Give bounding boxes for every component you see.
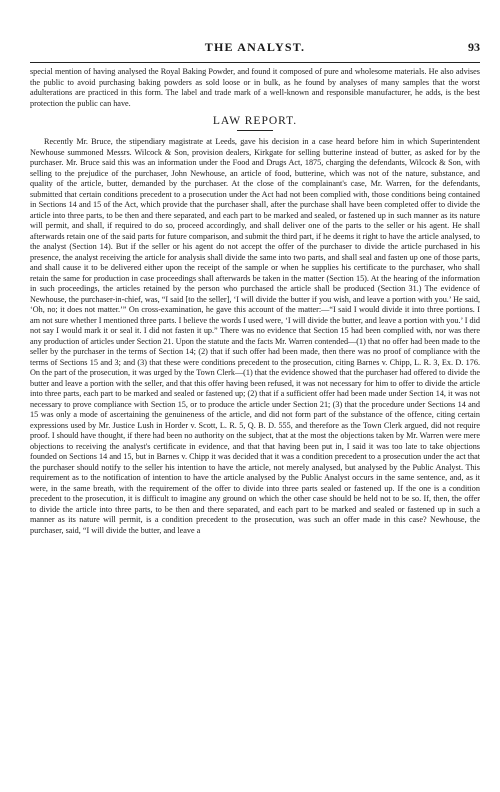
running-head (30, 40, 480, 56)
section-title: LAW REPORT. (212, 115, 298, 127)
journal-title: THE ANALYST. (204, 40, 306, 54)
page-number: 93 (468, 40, 480, 54)
intro-paragraph: special mention of having analysed the Royal Baking Powder, and found it composed of pure and wholesome materials. He also advises the public to avoid purchasing baking powders as sold loose or in bulk, as he found by analyses of many samples that the worst adulterations are practiced in this form. The label and trade mark of a well-known and responsible manufacturer, he adds, is the best protection the public can have. (30, 67, 480, 108)
section-rule (237, 130, 273, 131)
law-report-body: Recently Mr. Bruce, the stipendiary magistrate at Leeds, gave his decision in a case heard before him in which Superintendent Newhouse summoned Messrs. Wilcock & Son, provision dealers, Kirkgate for selling butterine instead of butter, as asked for by the purchaser. Mr. Bruce said this was an information under the Food and Drugs Act, 1875, charging the defendants, Wilcock & Son, with selling to the prejudice of the purchaser, John Newhouse, an article of food, butterine, which was not of the nature, substance, and quality of the article, butter, demanded by the purchaser. At the close of the complainant's case, Mr. Warren, for the defendants, submitted that certain conditions precedent to a prosecution under the Act had not been complied with, those conditions being contained in Sections 14 and 15 of the Act, which provide that the purchaser shall, after the purchase shall have been completed offer to divide the article into three parts, to be then and there separated, and each part to be marked and sealed, or fastened up in such manner as its nature will permit, and shall, if required to do so, proceed accordingly, and shall deliver one of the parts to the seller or his agent. He shall afterwards retain one of the said parts for future comparison, and submit the third part, if he deems it right to have the article analysed, to the analyst (Section 14). But if the seller or his agent do not accept the offer of the purchaser to divide the article purchased in his presence, the analyst receiving the article for analysis shall divide the same into two parts, and shall seal and fasten up one of those parts, and shall cause it to be delivered either upon the receipt of the sample or when he supplies his certificate to the purchaser, who shall retain the same for production in case proceedings shall afterwards be taken in the matter (Section 15). At the hearing of the information in such proceedings, the articles retained by the person who purchased the article shall be produced (Section 31.) The evidence of Newhouse, the purchaser-in-chief, was, “I said [to the seller], ‘I will divide the butter if you wish, and leave a portion with you.’ He said, ‘Oh, no; it does not matter.’” On cross-examination, he gave this account of the matter:—“I said I would divide it into three portions. I am not sure whether I mentioned three parts. I believe the words I used were, ‘I will divide the butter, and leave a portion with you.’ I did not say I would mark it or seal it. I did not fasten it up.” There was no evidence that Section 15 had been complied with, nor was there any production of articles under Section 21. Upon the statute and the facts Mr. Warren contended—(1) that no offer had been made to the seller by the purchaser in the terms of Section 14; (2) that if such offer had been made, then there was no proof of compliance with the terms of Sections 15 and 3; and (3) that these were conditions precedent to the prosecution, citing Barnes v. Chipp, L. R. 3, Ex. D. 176. On the part of the prosecution, it was urged by the Town Clerk—(1) that the evidence showed that the purchaser had offered to divide the butter and leave a portion with the seller, and that this offer having been refused, it was not necessary for him to offer to divide the article into three parts, each part to be marked and sealed or fastened up; (2) that if a sufficient offer had been made under Section 14, it was not necessary to prove compliance with Section 15, or to produce the article under Section 21; (3) that the procedure under Sections 14 and 15 was only a mode of ascertaining the genuineness of the article, and did not form part of the substance of the offence, citing certain expressions used by Mr. Justice Lush in Horder v. Scott, L. R. 5, Q. B. D. 555, and therefore as the Town Clerk argued, did not require proof. I should have thought, if there had been no authority on the subject, that at the most the objections taken by Mr. Warren were mere objections to receiving the analyst's certificate in evidence, and that that having been put in, I said it was too late to take objections founded on Sections 14 and 15, but in Barnes v. Chipp it was decided that it was a condition precedent to a prosecution under the act that the purchaser should notify to the seller his intention to have the article, not merely analysed, but analysed by the Public Analyst. This requirement as to the notification of intention to have the article analysed by the Public Analyst occurs in the same sentence, and, as it were, in the same breath, with the requirement of the offer to divide into three parts sealed or fastened up. If the one is a condition precedent to the prosecution, it is difficult to imagine any ground on which the other case should be held not to be so. If, then, the offer to divide the article into three parts, to be then and there separated, and each part to be marked and sealed or fastened up in such a manner as its nature will permit, is a condition precedent to the prosecution, was such an offer made in this case? Newhouse, the purchaser, said, “I will divide the butter, and leave a (30, 137, 480, 535)
header-rule (30, 62, 480, 63)
